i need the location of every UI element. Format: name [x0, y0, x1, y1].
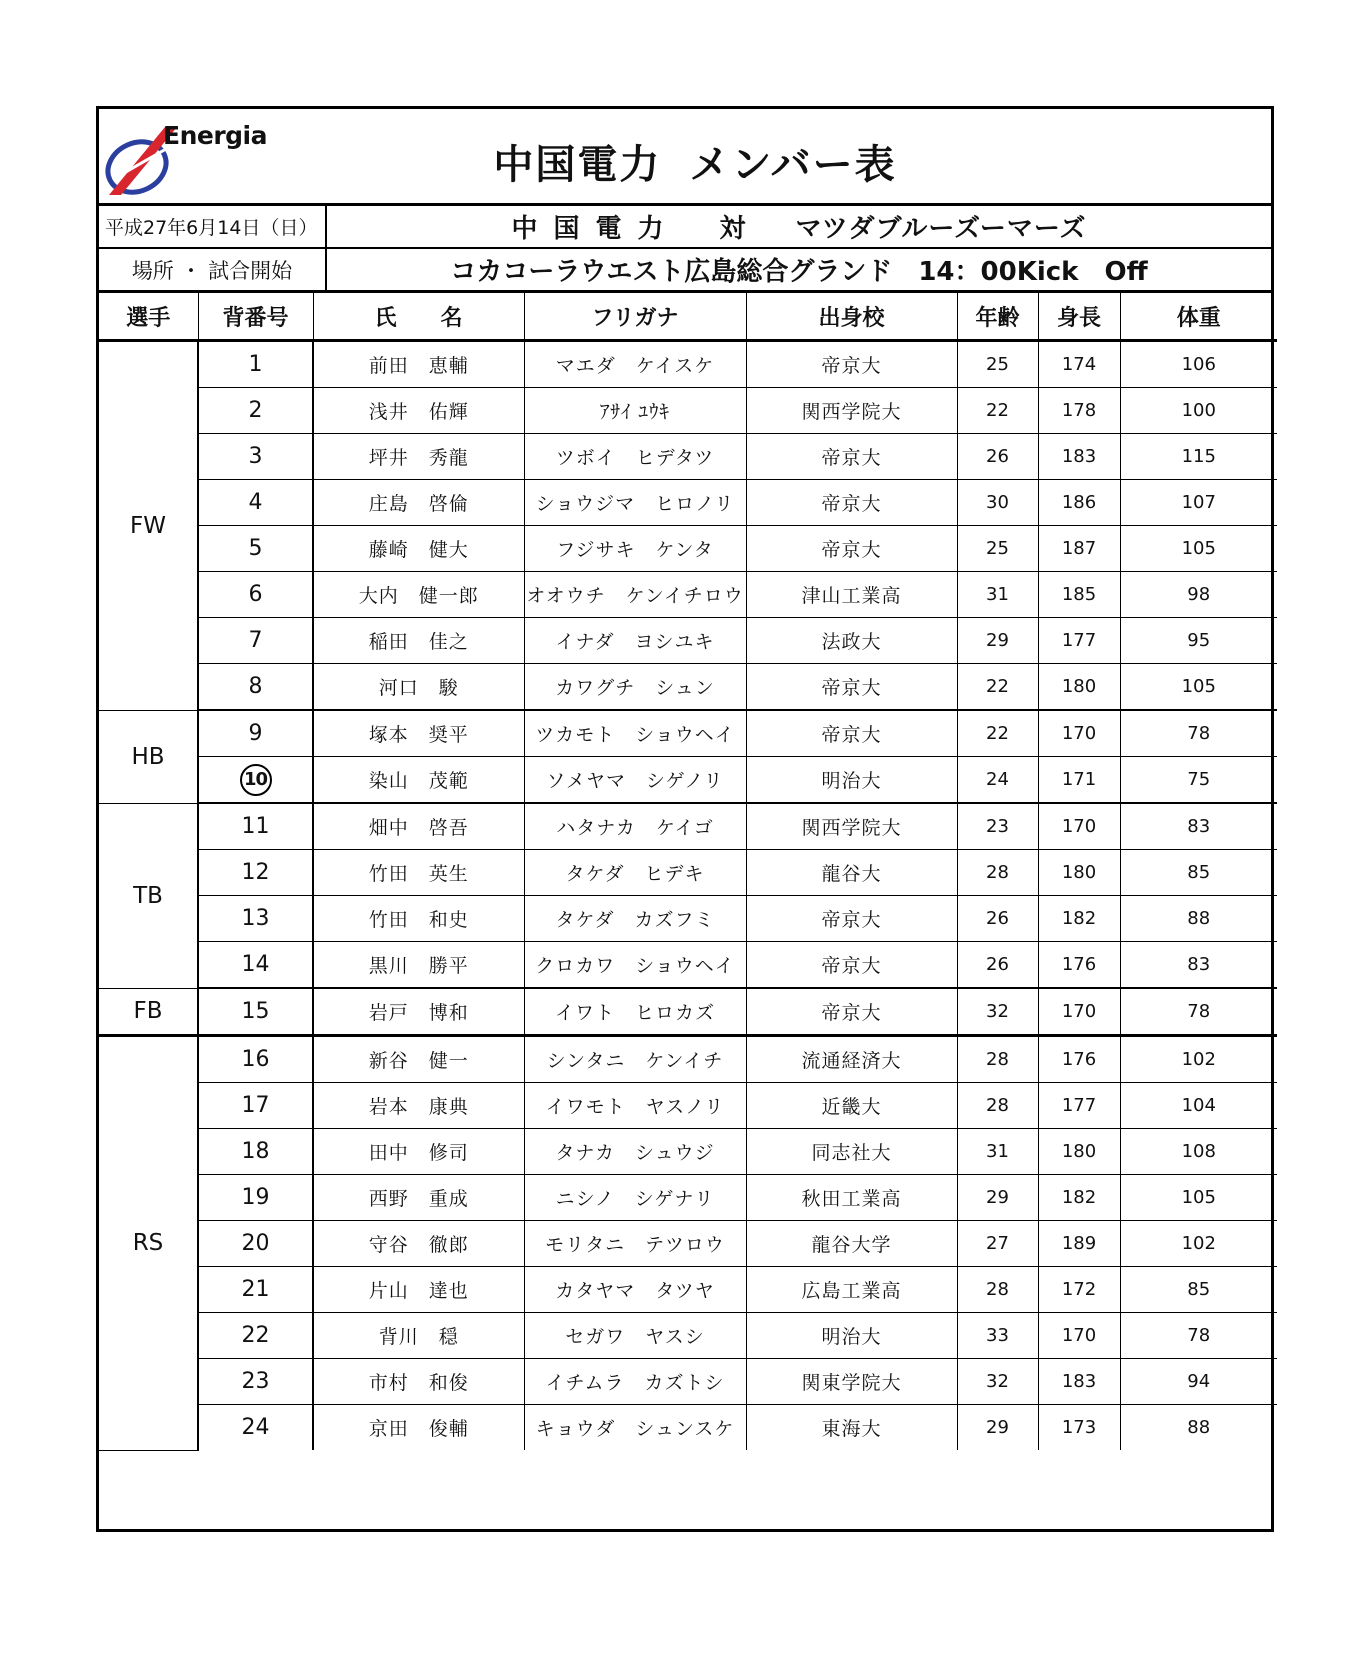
player-height: 177 [1038, 618, 1120, 664]
player-furigana: ツボイ ヒデタツ [524, 434, 746, 480]
player-age: 27 [957, 1221, 1038, 1267]
player-age: 31 [957, 572, 1038, 618]
player-name: 黒川 勝平 [313, 942, 524, 989]
player-furigana: タケダ カズフミ [524, 896, 746, 942]
player-weight: 78 [1120, 988, 1277, 1036]
player-age: 30 [957, 480, 1038, 526]
player-name: 河口 駿 [313, 664, 524, 711]
player-number: 20 [198, 1221, 313, 1267]
player-name: 背川 穏 [313, 1313, 524, 1359]
player-name: 塚本 奨平 [313, 710, 524, 757]
player-height: 182 [1038, 896, 1120, 942]
player-school: 東海大 [746, 1405, 957, 1451]
player-school: 法政大 [746, 618, 957, 664]
player-furigana: ハタナカ ケイゴ [524, 803, 746, 850]
venue-label: 場所 ・ 試合開始 [99, 249, 327, 290]
player-furigana: イワト ヒロカズ [524, 988, 746, 1036]
player-school: 帝京大 [746, 434, 957, 480]
player-furigana: ニシノ シゲナリ [524, 1175, 746, 1221]
player-age: 22 [957, 664, 1038, 711]
player-name: 庄島 啓倫 [313, 480, 524, 526]
table-row [99, 1221, 1277, 1267]
player-age: 25 [957, 341, 1038, 388]
player-weight: 85 [1120, 850, 1277, 896]
col-number: 背番号 [198, 293, 313, 341]
logo-wordmark: Energia [163, 121, 267, 150]
group-hb: HB [99, 710, 198, 803]
player-name: 片山 達也 [313, 1267, 524, 1313]
player-age: 29 [957, 1405, 1038, 1451]
away-team: マツダブルーズーマーズ [795, 214, 1087, 244]
table-row [99, 434, 1277, 480]
player-height: 170 [1038, 803, 1120, 850]
player-height: 170 [1038, 1313, 1120, 1359]
table-row [99, 1359, 1277, 1405]
player-name: 田中 修司 [313, 1129, 524, 1175]
player-number: 7 [198, 618, 313, 664]
player-number: 22 [198, 1313, 313, 1359]
player-number: 19 [198, 1175, 313, 1221]
player-furigana: マエダ ケイスケ [524, 341, 746, 388]
player-name: 藤崎 健大 [313, 526, 524, 572]
player-furigana: ショウジマ ヒロノリ [524, 480, 746, 526]
player-height: 187 [1038, 526, 1120, 572]
table-row [99, 1267, 1277, 1313]
table-row [99, 664, 1277, 711]
player-height: 182 [1038, 1175, 1120, 1221]
col-position: 選手 [99, 293, 198, 341]
title-team: 中国電力 [493, 142, 662, 188]
player-weight: 94 [1120, 1359, 1277, 1405]
captain-number-badge: 10 [240, 764, 272, 796]
player-name: 畑中 啓吾 [313, 803, 524, 850]
versus-label: 対 [719, 214, 746, 244]
player-number: 12 [198, 850, 313, 896]
player-height: 180 [1038, 850, 1120, 896]
player-name: 坪井 秀龍 [313, 434, 524, 480]
player-height: 186 [1038, 480, 1120, 526]
player-weight: 106 [1120, 341, 1277, 388]
player-weight: 108 [1120, 1129, 1277, 1175]
player-school: 龍谷大 [746, 850, 957, 896]
player-furigana: フジサキ ケンタ [524, 526, 746, 572]
player-number-captain [198, 757, 313, 804]
player-school: 帝京大 [746, 942, 957, 989]
player-height: 180 [1038, 1129, 1120, 1175]
player-age: 28 [957, 1083, 1038, 1129]
table-row [99, 480, 1277, 526]
player-height: 189 [1038, 1221, 1120, 1267]
player-number: 21 [198, 1267, 313, 1313]
col-height: 身長 [1038, 293, 1120, 341]
player-age: 32 [957, 1359, 1038, 1405]
player-age: 28 [957, 850, 1038, 896]
player-school: 帝京大 [746, 710, 957, 757]
table-row [99, 388, 1277, 434]
player-height: 176 [1038, 942, 1120, 989]
player-furigana: セガワ ヤスシ [524, 1313, 746, 1359]
player-height: 185 [1038, 572, 1120, 618]
player-weight: 98 [1120, 572, 1277, 618]
player-number: 3 [198, 434, 313, 480]
player-school: 広島工業高 [746, 1267, 957, 1313]
table-row [99, 526, 1277, 572]
player-school: 帝京大 [746, 480, 957, 526]
player-weight: 95 [1120, 618, 1277, 664]
player-name: 岩本 康典 [313, 1083, 524, 1129]
player-age: 29 [957, 1175, 1038, 1221]
home-team: 中国電力 [511, 214, 680, 244]
player-age: 33 [957, 1313, 1038, 1359]
player-age: 28 [957, 1036, 1038, 1083]
venue-row [99, 249, 1271, 293]
table-row [99, 618, 1277, 664]
player-age: 23 [957, 803, 1038, 850]
title-doc: メンバー表 [689, 142, 897, 188]
venue-value: コカコーラウエスト広島総合グランド 14：00Kick Off [450, 257, 1148, 287]
player-number: 24 [198, 1405, 313, 1451]
title-band [99, 109, 1271, 206]
col-weight: 体重 [1120, 293, 1277, 341]
player-weight: 102 [1120, 1221, 1277, 1267]
player-school: 帝京大 [746, 896, 957, 942]
player-number: 17 [198, 1083, 313, 1129]
roster-table [99, 293, 1277, 1451]
player-weight: 105 [1120, 526, 1277, 572]
player-name: 岩戸 博和 [313, 988, 524, 1036]
player-number: 18 [198, 1129, 313, 1175]
player-school: 秋田工業高 [746, 1175, 957, 1221]
col-age: 年齢 [957, 293, 1038, 341]
player-number: 4 [198, 480, 313, 526]
group-fb: FB [99, 988, 198, 1036]
player-furigana: イチムラ カズトシ [524, 1359, 746, 1405]
player-height: 171 [1038, 757, 1120, 804]
player-height: 174 [1038, 341, 1120, 388]
player-weight: 75 [1120, 757, 1277, 804]
player-number: 11 [198, 803, 313, 850]
player-furigana: ソメヤマ シゲノリ [524, 757, 746, 804]
player-number: 14 [198, 942, 313, 989]
player-height: 172 [1038, 1267, 1120, 1313]
player-weight: 78 [1120, 710, 1277, 757]
table-row [99, 988, 1277, 1036]
player-furigana: オオウチ ケンイチロウ [524, 572, 746, 618]
table-row [99, 1083, 1277, 1129]
match-fixture [327, 206, 1271, 247]
table-row [99, 1129, 1277, 1175]
player-name: 染山 茂範 [313, 757, 524, 804]
table-row [99, 757, 1277, 804]
player-number: 23 [198, 1359, 313, 1405]
player-school: 帝京大 [746, 988, 957, 1036]
player-name: 新谷 健一 [313, 1036, 524, 1083]
table-row [99, 341, 1277, 388]
player-age: 29 [957, 618, 1038, 664]
player-height: 177 [1038, 1083, 1120, 1129]
player-weight: 88 [1120, 1405, 1277, 1451]
player-number: 15 [198, 988, 313, 1036]
player-weight: 78 [1120, 1313, 1277, 1359]
player-furigana: タナカ シュウジ [524, 1129, 746, 1175]
player-weight: 104 [1120, 1083, 1277, 1129]
player-name: 京田 俊輔 [313, 1405, 524, 1451]
col-name: 氏 名 [313, 293, 524, 341]
player-age: 26 [957, 896, 1038, 942]
group-tb: TB [99, 803, 198, 988]
player-school: 同志社大 [746, 1129, 957, 1175]
table-row [99, 1175, 1277, 1221]
player-age: 28 [957, 1267, 1038, 1313]
player-school: 関西学院大 [746, 803, 957, 850]
player-weight: 83 [1120, 803, 1277, 850]
player-name: 稲田 佳之 [313, 618, 524, 664]
player-age: 26 [957, 434, 1038, 480]
player-number: 16 [198, 1036, 313, 1083]
player-age: 22 [957, 710, 1038, 757]
group-rs: RS [99, 1036, 198, 1451]
player-name: 浅井 佑輝 [313, 388, 524, 434]
player-furigana: モリタニ テツロウ [524, 1221, 746, 1267]
player-school: 帝京大 [746, 341, 957, 388]
player-weight: 102 [1120, 1036, 1277, 1083]
table-row [99, 1405, 1277, 1451]
player-name: 前田 恵輔 [313, 341, 524, 388]
player-school: 近畿大 [746, 1083, 957, 1129]
player-age: 26 [957, 942, 1038, 989]
player-number: 1 [198, 341, 313, 388]
player-weight: 115 [1120, 434, 1277, 480]
player-school: 明治大 [746, 1313, 957, 1359]
player-height: 180 [1038, 664, 1120, 711]
player-weight: 88 [1120, 896, 1277, 942]
player-height: 170 [1038, 988, 1120, 1036]
player-number: 5 [198, 526, 313, 572]
match-row [99, 206, 1271, 249]
player-furigana: イワモト ヤスノリ [524, 1083, 746, 1129]
roster-header-row [99, 293, 1277, 341]
player-name: 守谷 徹郎 [313, 1221, 524, 1267]
player-number: 9 [198, 710, 313, 757]
player-school: 帝京大 [746, 664, 957, 711]
player-number: 6 [198, 572, 313, 618]
player-age: 22 [957, 388, 1038, 434]
player-height: 178 [1038, 388, 1120, 434]
match-date: 平成27年6月14日（日） [99, 206, 327, 247]
table-row [99, 1036, 1277, 1083]
player-furigana: カワグチ シュン [524, 664, 746, 711]
player-school: 明治大 [746, 757, 957, 804]
player-furigana: イナダ ヨシユキ [524, 618, 746, 664]
player-furigana: キョウダ シュンスケ [524, 1405, 746, 1451]
player-furigana: ｱｻｲ ﾕｳｷ [524, 388, 746, 434]
player-age: 24 [957, 757, 1038, 804]
player-furigana: シンタニ ケンイチ [524, 1036, 746, 1083]
player-name: 市村 和俊 [313, 1359, 524, 1405]
player-school: 龍谷大学 [746, 1221, 957, 1267]
player-school: 流通経済大 [746, 1036, 957, 1083]
player-weight: 85 [1120, 1267, 1277, 1313]
player-height: 183 [1038, 434, 1120, 480]
player-height: 170 [1038, 710, 1120, 757]
table-row [99, 803, 1277, 850]
table-row [99, 572, 1277, 618]
player-height: 173 [1038, 1405, 1120, 1451]
group-fw: FW [99, 341, 198, 711]
table-row [99, 942, 1277, 989]
player-furigana: クロカワ ショウヘイ [524, 942, 746, 989]
player-age: 25 [957, 526, 1038, 572]
page-title [99, 133, 1271, 190]
player-school: 関東学院大 [746, 1359, 957, 1405]
player-name: 大内 健一郎 [313, 572, 524, 618]
player-name: 西野 重成 [313, 1175, 524, 1221]
player-school: 帝京大 [746, 526, 957, 572]
player-furigana: カタヤマ タツヤ [524, 1267, 746, 1313]
player-number: 13 [198, 896, 313, 942]
table-row [99, 710, 1277, 757]
player-height: 176 [1038, 1036, 1120, 1083]
player-furigana: ツカモト ショウヘイ [524, 710, 746, 757]
player-age: 32 [957, 988, 1038, 1036]
table-row [99, 1313, 1277, 1359]
member-sheet [96, 106, 1274, 1532]
player-weight: 100 [1120, 388, 1277, 434]
player-name: 竹田 英生 [313, 850, 524, 896]
player-number: 8 [198, 664, 313, 711]
player-age: 31 [957, 1129, 1038, 1175]
player-school: 津山工業高 [746, 572, 957, 618]
player-weight: 105 [1120, 1175, 1277, 1221]
table-row [99, 896, 1277, 942]
player-school: 関西学院大 [746, 388, 957, 434]
table-row [99, 850, 1277, 896]
player-furigana: タケダ ヒデキ [524, 850, 746, 896]
player-number: 2 [198, 388, 313, 434]
player-weight: 105 [1120, 664, 1277, 711]
col-furigana: フリガナ [524, 293, 746, 341]
player-weight: 107 [1120, 480, 1277, 526]
player-height: 183 [1038, 1359, 1120, 1405]
player-name: 竹田 和史 [313, 896, 524, 942]
player-weight: 83 [1120, 942, 1277, 989]
col-school: 出身校 [746, 293, 957, 341]
